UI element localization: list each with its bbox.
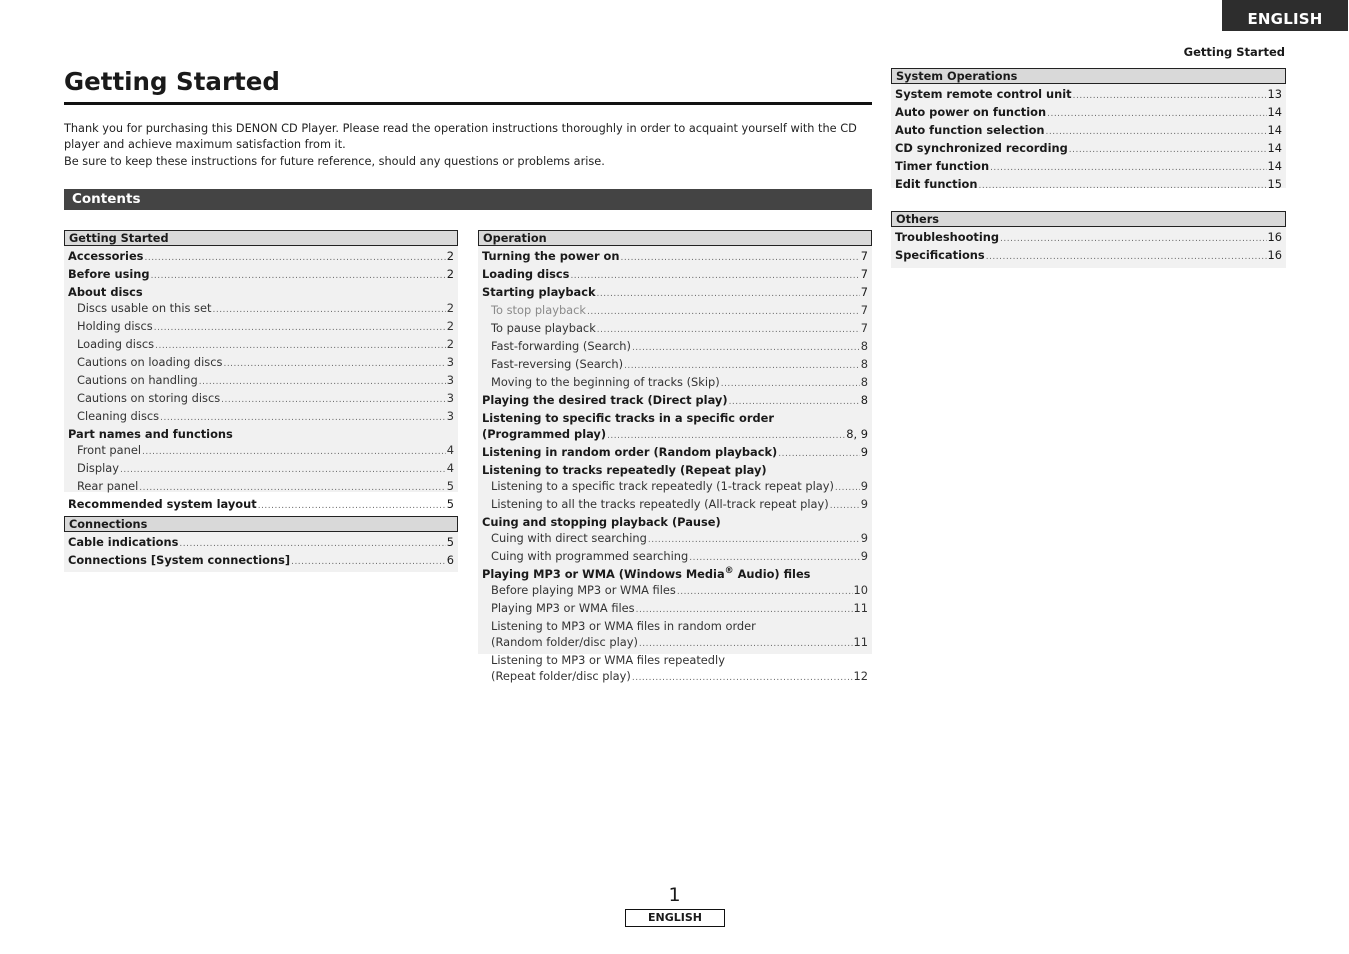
toc-entry-text: Recommended system layout xyxy=(68,497,257,511)
dot-leader xyxy=(986,249,1267,265)
toc-page-number: 7 xyxy=(860,321,868,335)
toc-page-number: 14 xyxy=(1267,159,1282,173)
toc-entry[interactable] xyxy=(64,318,458,336)
toc-entry[interactable] xyxy=(64,336,458,354)
toc-section-title: Connections xyxy=(64,516,458,532)
toc-entry[interactable] xyxy=(478,496,872,514)
toc-entry[interactable] xyxy=(891,229,1286,247)
toc-page-number: 2 xyxy=(446,249,454,263)
toc-page-number: 5 xyxy=(446,497,454,511)
dot-leader xyxy=(636,602,853,618)
toc-page-number: 7 xyxy=(860,267,868,281)
toc-entry[interactable] xyxy=(478,284,872,302)
toc-entry-text: Accessories xyxy=(68,249,144,263)
running-header: Getting Started xyxy=(1183,45,1285,59)
toc-entry-text: Cable indications xyxy=(68,535,179,549)
toc-entry-text: Listening to specific tracks in a specific order xyxy=(482,411,774,425)
toc-entry[interactable] xyxy=(64,390,458,408)
dot-leader xyxy=(778,446,860,462)
toc-page-number: 8 xyxy=(860,339,868,353)
toc-entry[interactable] xyxy=(64,300,458,318)
dot-leader xyxy=(223,356,445,372)
dot-leader xyxy=(151,268,446,284)
dot-leader xyxy=(632,340,860,356)
toc-entry[interactable] xyxy=(64,284,458,300)
dot-leader xyxy=(620,250,859,266)
toc-entry[interactable] xyxy=(478,530,872,548)
toc-entry-text: Cautions on handling xyxy=(77,373,198,387)
toc-entry[interactable] xyxy=(478,410,872,426)
dot-leader xyxy=(1047,106,1266,122)
toc-entry-text: (Programmed play) xyxy=(482,427,607,441)
toc-page-number: 2 xyxy=(446,301,454,315)
toc-page-number: 15 xyxy=(1267,177,1282,191)
dot-leader xyxy=(154,320,446,336)
dot-leader xyxy=(1069,142,1267,158)
dot-leader xyxy=(587,304,860,320)
toc-entry-text: Before using xyxy=(68,267,150,281)
dot-leader xyxy=(624,358,860,374)
toc-entry[interactable] xyxy=(64,552,458,570)
dot-leader xyxy=(221,392,446,408)
toc-page-number: 11 xyxy=(853,601,868,615)
dot-leader xyxy=(607,428,845,444)
toc-entry[interactable] xyxy=(891,140,1286,158)
toc-entry-text: Rear panel xyxy=(77,479,139,493)
toc-entry-text: About discs xyxy=(68,285,143,299)
toc-entry-text: Cautions on storing discs xyxy=(77,391,221,405)
toc-entry-text: Connections [System connections] xyxy=(68,553,291,567)
toc-page-number: 9 xyxy=(860,549,868,563)
toc-entry[interactable] xyxy=(478,618,872,634)
toc-entry-text: Edit function xyxy=(895,177,978,191)
dot-leader xyxy=(729,394,860,410)
dot-leader xyxy=(144,250,445,266)
toc-entry-text: Listening in random order (Random playback) xyxy=(482,445,778,459)
dot-leader xyxy=(721,376,860,392)
toc-entry-text: Cuing with programmed searching xyxy=(491,549,689,563)
intro-paragraph: Be sure to keep these instructions for future reference, should any questions or problems arise. xyxy=(64,154,605,168)
dot-leader xyxy=(830,498,860,514)
dot-leader xyxy=(212,302,445,318)
toc-entry[interactable] xyxy=(478,478,872,496)
toc-entry[interactable] xyxy=(478,356,872,374)
dot-leader xyxy=(1046,124,1267,140)
toc-entry-text: Cuing with direct searching xyxy=(491,531,647,545)
toc-entry-text: Auto power on function xyxy=(895,105,1047,119)
toc-section-connections xyxy=(64,516,458,572)
toc-page-number: 16 xyxy=(1267,230,1282,244)
toc-page-number: 8 xyxy=(860,393,868,407)
toc-section-others xyxy=(891,211,1286,268)
toc-entry[interactable] xyxy=(478,248,872,266)
toc-section-system-operations xyxy=(891,68,1286,191)
toc-entry-text: (Random folder/disc play) xyxy=(491,635,638,649)
toc-entry[interactable] xyxy=(478,566,872,582)
toc-entry-text: Listening to all the tracks repeatedly (All-track repeat play) xyxy=(491,497,829,511)
toc-entry-text: Part names and functions xyxy=(68,427,233,441)
toc-entry-text: Listening to MP3 or WMA files in random order xyxy=(491,619,756,633)
toc-entry-text: To pause playback xyxy=(491,321,596,335)
dot-leader xyxy=(120,462,446,478)
toc-page-number: 10 xyxy=(853,583,868,597)
dot-leader xyxy=(142,444,446,460)
toc-entry-text: Turning the power on xyxy=(482,249,620,263)
toc-page-number: 8 xyxy=(860,375,868,389)
toc-entry-text: System remote control unit xyxy=(895,87,1072,101)
footer-language-label: ENGLISH xyxy=(625,909,725,927)
dot-leader xyxy=(978,178,1266,194)
toc-entry-text: Holding discs xyxy=(77,319,153,333)
toc-page-number: 8 xyxy=(860,357,868,371)
toc-entry[interactable] xyxy=(478,582,872,600)
toc-page-number: 5 xyxy=(446,479,454,493)
dot-leader xyxy=(639,636,853,652)
toc-page-number: 5 xyxy=(446,535,454,549)
toc-page-number: 3 xyxy=(446,373,454,387)
dot-leader xyxy=(835,480,860,496)
dot-leader xyxy=(258,498,446,514)
toc-page-number: 14 xyxy=(1267,105,1282,119)
toc-page-number: 9 xyxy=(860,445,868,459)
toc-entry-text: (Repeat folder/disc play) xyxy=(491,669,631,683)
toc-page-number: 16 xyxy=(1267,248,1282,262)
toc-entry-text: To stop playback xyxy=(491,303,587,317)
dot-leader xyxy=(677,584,853,600)
registered-mark: ® xyxy=(724,566,734,577)
dot-leader xyxy=(160,410,446,426)
intro-text xyxy=(64,121,874,170)
toc-entry[interactable] xyxy=(478,266,872,284)
toc-page-number: 9 xyxy=(860,531,868,545)
toc-entry-text: Troubleshooting xyxy=(895,230,1000,244)
toc-entry-text: Cuing and stopping playback (Pause) xyxy=(482,515,721,529)
toc-page-number: 12 xyxy=(853,669,868,683)
toc-entry[interactable] xyxy=(891,86,1286,104)
toc-entry-text: Loading discs xyxy=(77,337,155,351)
dot-leader xyxy=(139,480,445,496)
language-tab: ENGLISH xyxy=(1222,0,1348,31)
toc-section-title: Operation xyxy=(478,230,872,246)
toc-entry[interactable] xyxy=(478,668,872,686)
toc-page-number: 4 xyxy=(446,443,454,457)
toc-entry-text: Discs usable on this set xyxy=(77,301,212,315)
toc-entry-text: CD synchronized recording xyxy=(895,141,1068,155)
toc-entry-text: Display xyxy=(77,461,119,475)
toc-entry[interactable] xyxy=(478,302,872,320)
dot-leader xyxy=(990,160,1266,176)
dot-leader xyxy=(597,286,860,302)
toc-entry-text: Specifications xyxy=(895,248,985,262)
toc-entry-text: Listening to MP3 or WMA files repeatedly xyxy=(491,653,725,667)
toc-entry[interactable] xyxy=(478,338,872,356)
toc-section-operation xyxy=(478,230,872,683)
toc-page-number: 11 xyxy=(853,635,868,649)
toc-entry[interactable] xyxy=(64,426,458,442)
toc-page-number: 9 xyxy=(860,497,868,511)
page-title: Getting Started xyxy=(64,66,872,105)
toc-entry[interactable] xyxy=(478,634,872,652)
toc-entry-text: Fast-reversing (Search) xyxy=(491,357,624,371)
toc-section-title: System Operations xyxy=(891,68,1286,84)
toc-section-title: Others xyxy=(891,211,1286,227)
toc-entry[interactable] xyxy=(891,158,1286,176)
toc-entry[interactable] xyxy=(891,104,1286,122)
toc-entry[interactable] xyxy=(478,392,872,410)
toc-entry[interactable] xyxy=(64,408,458,426)
toc-page-number: 9 xyxy=(860,479,868,493)
toc-entry[interactable] xyxy=(478,374,872,392)
toc-entry[interactable] xyxy=(891,247,1286,265)
toc-entry[interactable] xyxy=(478,320,872,338)
toc-entry-text: Loading discs xyxy=(482,267,570,281)
toc-section-getting-started xyxy=(64,230,458,511)
toc-entry-text-part: Playing MP3 or WMA (Windows Media xyxy=(482,567,725,581)
toc-entry[interactable] xyxy=(64,266,458,284)
toc-entry-text: Before playing MP3 or WMA files xyxy=(491,583,676,597)
toc-entry[interactable] xyxy=(478,600,872,618)
toc-entry[interactable] xyxy=(478,426,872,444)
dot-leader xyxy=(570,268,859,284)
toc-entry[interactable] xyxy=(478,444,872,462)
toc-entry[interactable] xyxy=(478,462,872,478)
intro-paragraph: Thank you for purchasing this DENON CD Player. Please read the operation instructions thoroughly in order to acquaint yourself with the CD player and achieve maximum satisfaction from it. xyxy=(64,122,857,152)
toc-entry[interactable] xyxy=(64,534,458,552)
toc-page-number: 3 xyxy=(446,355,454,369)
toc-entry-text-part: Audio) files xyxy=(733,567,811,581)
toc-entry-text: Listening to a specific track repeatedly (1-track repeat play) xyxy=(491,479,834,493)
dot-leader xyxy=(291,554,446,570)
dot-leader xyxy=(199,374,446,390)
toc-entry[interactable] xyxy=(478,652,872,668)
toc-page-number: 14 xyxy=(1267,123,1282,137)
dot-leader xyxy=(648,532,860,548)
page-number: 1 xyxy=(668,884,681,906)
toc-entry[interactable] xyxy=(64,478,458,496)
toc-page-number: 6 xyxy=(446,553,454,567)
toc-page-number: 2 xyxy=(446,267,454,281)
toc-page-number: 2 xyxy=(446,319,454,333)
toc-entry[interactable] xyxy=(64,354,458,372)
dot-leader xyxy=(179,536,445,552)
toc-entry-text: Timer function xyxy=(895,159,990,173)
toc-entry[interactable] xyxy=(891,122,1286,140)
toc-section-title: Getting Started xyxy=(64,230,458,246)
toc-page-number: 4 xyxy=(446,461,454,475)
toc-page-number: 2 xyxy=(446,337,454,351)
toc-page-number: 7 xyxy=(860,285,868,299)
toc-entry-text: Playing MP3 or WMA files xyxy=(491,601,635,615)
dot-leader xyxy=(1000,231,1266,247)
contents-heading: Contents xyxy=(64,189,872,210)
dot-leader xyxy=(597,322,860,338)
toc-page-number: 3 xyxy=(446,391,454,405)
toc-entry-text: Fast-forwarding (Search) xyxy=(491,339,631,353)
toc-entry-text: Starting playback xyxy=(482,285,596,299)
toc-entry[interactable] xyxy=(64,248,458,266)
toc-entry[interactable] xyxy=(64,460,458,478)
toc-page-number: 8, 9 xyxy=(846,427,868,441)
toc-page-number: 7 xyxy=(860,303,868,317)
dot-leader xyxy=(155,338,446,354)
toc-entry-text: Cautions on loading discs xyxy=(77,355,223,369)
toc-entry-text: Cleaning discs xyxy=(77,409,160,423)
toc-entry[interactable] xyxy=(64,372,458,390)
toc-entry[interactable] xyxy=(478,548,872,566)
toc-page-number: 13 xyxy=(1267,87,1282,101)
toc-entry[interactable] xyxy=(64,442,458,460)
toc-entry-text: Front panel xyxy=(77,443,142,457)
toc-entry-text xyxy=(482,566,810,582)
toc-entry-text: Moving to the beginning of tracks (Skip) xyxy=(491,375,720,389)
toc-entry-text: Auto function selection xyxy=(895,123,1045,137)
toc-page-number: 14 xyxy=(1267,141,1282,155)
dot-leader xyxy=(1073,88,1267,104)
dot-leader xyxy=(632,670,853,686)
toc-page-number: 7 xyxy=(860,249,868,263)
toc-entry[interactable] xyxy=(64,496,458,514)
toc-entry-text: Listening to tracks repeatedly (Repeat play) xyxy=(482,463,767,477)
toc-page-number: 3 xyxy=(446,409,454,423)
toc-entry[interactable] xyxy=(891,176,1286,194)
toc-entry[interactable] xyxy=(478,514,872,530)
dot-leader xyxy=(689,550,860,566)
toc-entry-text: Playing the desired track (Direct play) xyxy=(482,393,728,407)
